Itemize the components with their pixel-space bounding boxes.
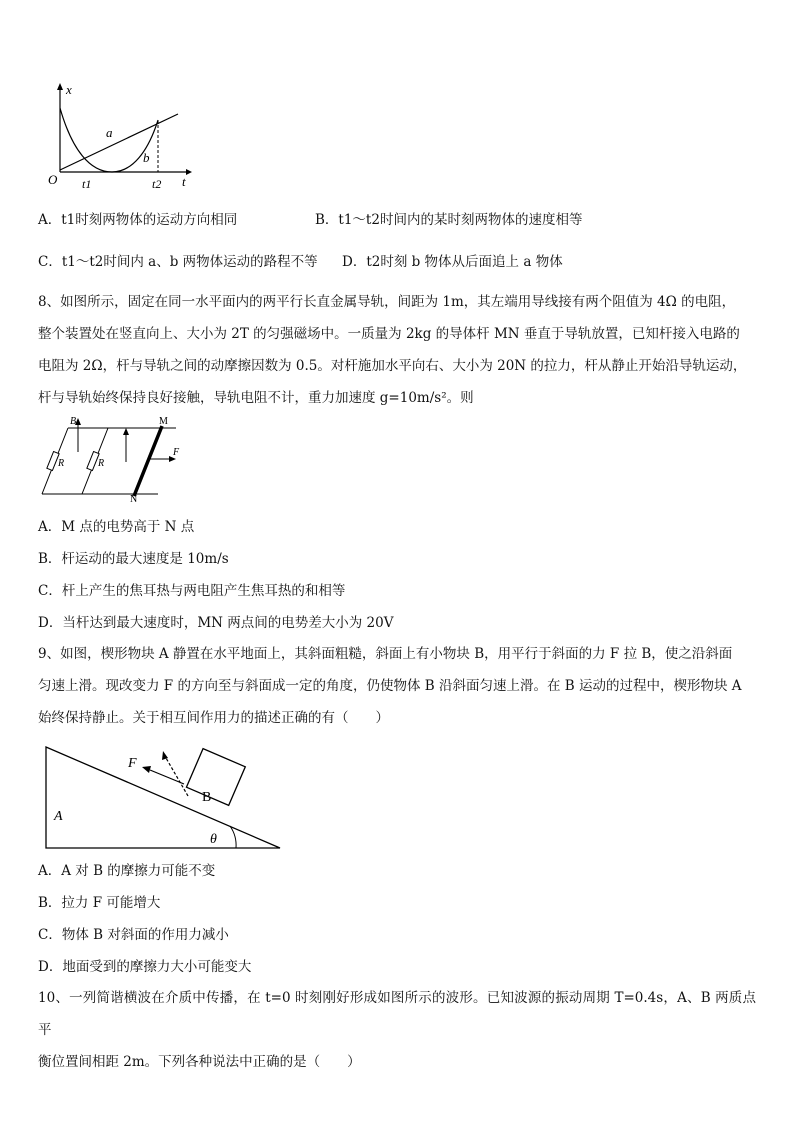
f-label: F (128, 756, 137, 771)
q7-option-d: D．t2时刻 b 物体从后面追上 a 物体 (342, 254, 563, 270)
q9-stem-line-3: 始终保持静止。关于相互间作用力的描述正确的有（ ） (38, 710, 389, 726)
q8-stem-line-1: 8、如图所示，固定在同一水平面内的两平行长直金属导轨，间距为 1m，其左端用导线接有两个阻值为 4Ω 的电阻， (38, 294, 736, 310)
force-f-tilted-head (162, 751, 168, 760)
q8-option-c: C．杆上产生的焦耳热与两电阻产生焦耳热的和相等 (38, 583, 346, 599)
q8-option-b: B．杆运动的最大速度是 10m/s (38, 551, 229, 567)
q9-option-a: A．A 对 B 的摩擦力可能不变 (38, 863, 216, 879)
q8-stem (38, 286, 756, 414)
force-f-tilted (166, 758, 188, 796)
wedge-a (46, 747, 280, 848)
a-label: A (54, 809, 63, 824)
line-a (60, 114, 178, 170)
b-label: B (202, 790, 212, 805)
t2-label: t2 (152, 177, 162, 191)
q7-option-a: A．t1时刻两物体的运动方向相同 (38, 212, 238, 228)
q8-rail-diagram (38, 412, 188, 502)
q9-option-c: C．物体 B 对斜面的作用力减小 (38, 927, 229, 943)
block-b (186, 749, 245, 806)
force-f-head (142, 766, 151, 773)
q8-stem-line-4: 杆与导轨始终保持良好接触，导轨电阻不计，重力加速度 g=10m/s²。则 (38, 390, 474, 406)
q8-option-a: A．M 点的电势高于 N 点 (38, 519, 195, 535)
b-label: B (70, 416, 77, 427)
x-axis-label: t (182, 174, 186, 189)
m-label: M (159, 416, 168, 427)
label-a: a (106, 125, 113, 140)
origin-label: O (48, 172, 58, 187)
q10-stem (38, 982, 756, 1078)
q9-stem-line-2: 匀速上滑。现改变力 F 的方向至与斜面成一定的角度，仍使物体 B 沿斜面匀速上滑。在 B 运动的过程中，楔形物块 A (38, 678, 742, 694)
r1-label: R (58, 458, 65, 469)
q7-option-c: C．t1～t2时间内 a、b 两物体运动的路程不等 (38, 254, 318, 270)
theta-label: θ (210, 832, 217, 847)
q7-option-b: B．t1～t2时间内的某时刻两物体的速度相等 (315, 212, 583, 228)
q8-option-d: D．当杆达到最大速度时，MN 两点间的电势差大小为 20V (38, 615, 394, 631)
f-label: F (173, 447, 180, 458)
q10-stem-line-2: 衡位置间相距 2m。下列各种说法中正确的是（ ） (38, 1054, 361, 1070)
label-b: b (143, 150, 150, 165)
field-arrow-2-head (123, 428, 129, 435)
y-axis-label: x (66, 82, 72, 97)
q9-wedge-diagram (38, 742, 288, 854)
q9-stem-line-1: 9、如图，楔形物块 A 静置在水平地面上，其斜面粗糙，斜面上有小物块 B，用平行于斜面的力 F 拉 B，使之沿斜面 (38, 646, 733, 662)
r2-label: R (98, 458, 105, 469)
q9-stem (38, 638, 756, 734)
q9-option-b: B．拉力 F 可能增大 (38, 895, 161, 911)
q9-option-d: D．地面受到的摩擦力大小可能变大 (38, 959, 252, 975)
force-f-parallel (150, 770, 184, 784)
q10-stem-line-1: 10、一列简谐横波在介质中传播，在 t=0 时刻刚好形成如图所示的波形。已知波源的振动周期 T=0.4s，A、B 两质点平 (38, 990, 756, 1038)
x-axis-arrow (186, 169, 192, 175)
t1-label: t1 (82, 177, 92, 191)
q8-stem-line-2: 整个装置处在竖直向上、大小为 2T 的匀强磁场中。一质量为 2kg 的导体杆 MN 垂直于导轨放置，已知杆接入电路的 (38, 326, 740, 342)
rod-mn (134, 426, 162, 496)
n-label: N (130, 494, 138, 502)
y-axis-arrow (57, 83, 63, 90)
q7-xt-graph (40, 80, 200, 195)
q8-stem-line-3: 电阻为 2Ω，杆与导轨之间的动摩擦因数为 0.5。对杆施加水平向右、大小为 20N 的拉力，杆从静止开始沿导轨运动， (38, 358, 747, 374)
